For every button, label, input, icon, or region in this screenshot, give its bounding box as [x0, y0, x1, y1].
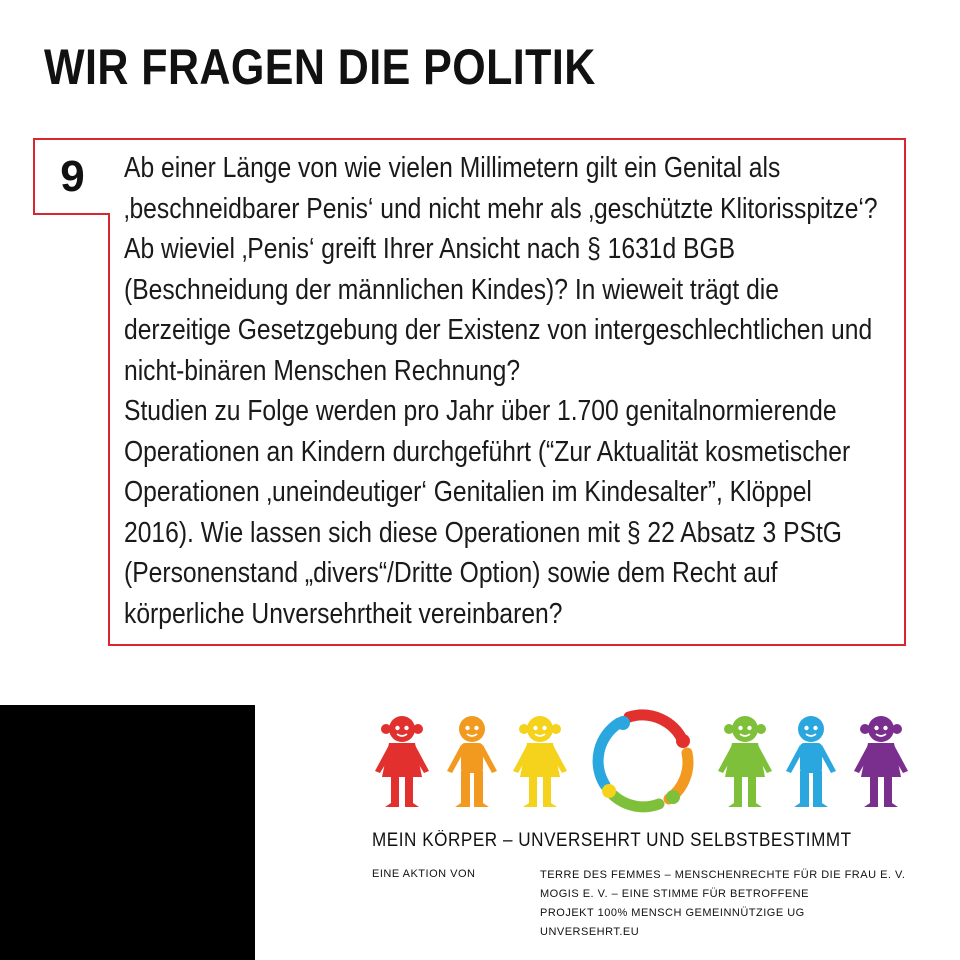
campaign-title: MEIN KÖRPER – UNVERSEHRT UND SELBSTBESTIMMT	[372, 830, 852, 851]
question-line: Ab wieviel ‚Penis‘ greift Ihrer Ansicht nach § 1631d BGB	[124, 233, 736, 265]
question-line: (Personenstand „divers“/Dritte Option) sowie dem Recht auf	[124, 557, 778, 589]
question-number: 9	[60, 151, 85, 201]
organization-item: UNVERSEHRT.EU	[540, 926, 640, 938]
organization-item: TERRE DES FEMMES – MENSCHENRECHTE FÜR DIE FRAU E. V.	[540, 869, 906, 881]
question-line: (Beschneidung der männlichen Kindes)? In wieweit trägt die	[124, 273, 779, 306]
page-title: WIR FRAGEN DIE POLITIK	[44, 39, 596, 95]
question-line: nicht-binären Menschen Rechnung?	[124, 354, 521, 387]
question-line: Operationen ‚uneindeutiger‘ Genitalien im Kindesalter”, Klöppel	[124, 476, 812, 508]
organization-item: PROJEKT 100% MENSCH GEMEINNÜTZIGE UG	[540, 907, 805, 919]
black-image-block	[0, 705, 255, 960]
children-circle-logo-icon	[370, 705, 915, 817]
question-line: körperliche Unversehrtheit vereinbaren?	[124, 597, 563, 630]
question-line: derzeitige Gesetzgebung der Existenz von intergeschlechtlichen und	[124, 314, 873, 346]
question-number-box	[33, 138, 110, 215]
organization-item: MOGIS E. V. – EINE STIMME FÜR BETROFFENE	[540, 888, 809, 900]
question-text	[124, 148, 889, 634]
question-line: Ab einer Länge von wie vielen Millimetern gilt ein Genital als	[124, 152, 781, 184]
question-line: ‚beschneidbarer Penis‘ und nicht mehr als ‚geschützte Klitorisspitze‘?	[124, 192, 878, 225]
organization-list	[540, 866, 905, 942]
question-line: Operationen an Kindern durchgeführt (“Zur Aktualität kosmetischer	[124, 435, 851, 468]
question-line: 2016). Wie lassen sich diese Operationen mit § 22 Absatz 3 PStG	[124, 516, 842, 549]
action-label: EINE AKTION VON	[372, 868, 476, 880]
question-line: Studien zu Folge werden pro Jahr über 1.700 genitalnormierende	[124, 395, 837, 427]
